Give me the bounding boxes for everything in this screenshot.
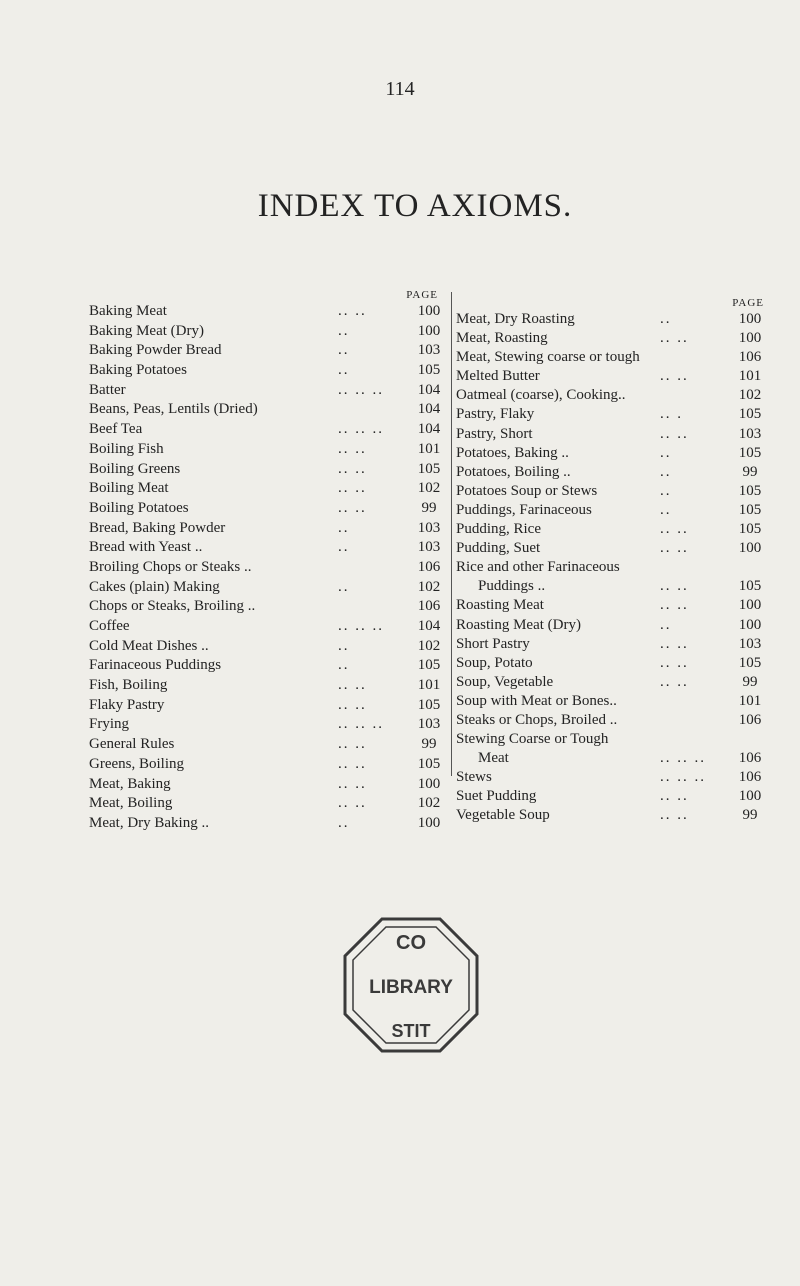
index-entry-label: Potatoes, Boiling .. [456, 463, 571, 480]
index-entry [89, 519, 450, 539]
index-entry-page: 105 [417, 696, 441, 713]
index-entry [89, 814, 450, 834]
index-entry [456, 730, 770, 749]
index-entry-page: 105 [738, 482, 762, 499]
leader-dots: .. .. .. [338, 716, 384, 733]
leader-dots: .. [338, 637, 350, 654]
index-entry [89, 381, 450, 401]
page-column-header: PAGE [406, 289, 438, 301]
leader-dots: .. .. [660, 807, 689, 824]
index-entry-page: 102 [417, 480, 441, 497]
index-entry [456, 787, 770, 806]
index-entry-label: Pastry, Short [456, 425, 533, 442]
index-entry-label: Soup, Potato [456, 654, 533, 671]
index-column-right [456, 288, 770, 826]
index-entry-label: Baking Powder Bread [89, 342, 222, 359]
stamp-library-text: LIBRARY [369, 977, 453, 998]
index-entry-label: Baking Potatoes [89, 362, 187, 379]
index-entry [89, 558, 450, 578]
index-entry-page: 99 [742, 673, 758, 690]
leader-dots: .. .. [338, 755, 367, 772]
index-entry-label: Farinaceous Puddings [89, 657, 222, 674]
index-entry-label: Beef Tea [89, 421, 143, 438]
index-entry [456, 749, 770, 768]
index-entry-page: 99 [742, 807, 758, 824]
leader-dots: .. [660, 444, 672, 461]
leader-dots: .. .. [338, 736, 367, 753]
index-entry [456, 711, 770, 730]
index-entry-label: Batter [89, 381, 126, 398]
leader-dots: .. [338, 657, 350, 674]
index-entry-label: Boiling Potatoes [89, 499, 189, 516]
index-entry [456, 539, 770, 558]
index-entry [89, 794, 450, 814]
index-entry [89, 578, 450, 598]
index-entry-label: Meat, Stewing coarse or tough [456, 349, 640, 366]
page-title: INDEX TO AXIOMS. [257, 188, 573, 224]
index-entry [89, 440, 450, 460]
index-entry [456, 654, 770, 673]
index-entry [456, 367, 770, 386]
index-entry-page: 99 [421, 499, 437, 516]
index-entry [89, 715, 450, 735]
index-entry-page: 106 [738, 750, 762, 767]
leader-dots: .. .. [660, 654, 689, 671]
index-entry [89, 696, 450, 716]
index-entry-label: Meat, Baking [89, 775, 171, 792]
leader-dots: .. [338, 342, 350, 359]
index-entry-label: Short Pastry [456, 635, 530, 652]
leader-dots: .. .. .. [660, 769, 706, 786]
index-entry-page: 103 [738, 635, 762, 652]
index-entry-page: 104 [417, 401, 441, 418]
index-entry-label: Frying [89, 716, 130, 733]
index-entry-page: 103 [417, 342, 441, 359]
index-list-left [89, 302, 450, 834]
index-entry [456, 616, 770, 635]
index-entry-page: 100 [738, 788, 762, 805]
index-entry-label: Melted Butter [456, 368, 540, 385]
index-entry [456, 310, 770, 329]
leader-dots: .. [338, 519, 350, 536]
index-entry-page: 105 [738, 578, 762, 595]
leader-dots: .. .. [338, 303, 367, 319]
leader-dots: .. .. .. [660, 750, 706, 767]
index-entry-label: Greens, Boiling [89, 755, 184, 772]
index-entry-page: 100 [417, 775, 441, 792]
library-stamp [341, 915, 481, 1055]
index-entry-label: Fish, Boiling [89, 677, 168, 694]
index-entry [456, 692, 770, 711]
index-entry [89, 538, 450, 558]
index-entry-page: 106 [417, 558, 441, 575]
leader-dots: .. .. [660, 597, 689, 614]
index-entry-label: Potatoes Soup or Stews [456, 482, 598, 499]
leader-dots: .. .. [338, 440, 367, 457]
index-entry [456, 482, 770, 501]
leader-dots: .. .. .. [338, 421, 384, 438]
index-entry [89, 302, 450, 322]
index-entry-page: 101 [417, 440, 441, 457]
leader-dots: .. .. [660, 635, 689, 652]
index-entry [456, 348, 770, 367]
leader-dots: .. [338, 814, 350, 831]
index-entry-label: Boiling Meat [89, 480, 169, 497]
index-entry-label: Broiling Chops or Steaks .. [89, 558, 252, 575]
leader-dots: .. [660, 463, 672, 480]
index-entry-page: 104 [417, 618, 441, 634]
index-entry-page: 100 [417, 814, 441, 831]
index-entry [89, 341, 450, 361]
index-entry-label: Soup, Vegetable [456, 673, 554, 690]
index-entry-label: Coffee [89, 618, 130, 634]
index-entry-page: 103 [417, 716, 441, 733]
index-entry-page: 105 [738, 501, 762, 518]
index-entry [89, 676, 450, 696]
index-entry-page: 104 [417, 421, 441, 438]
index-entry-page: 100 [417, 322, 441, 339]
leader-dots: .. [660, 501, 672, 518]
index-entry [456, 635, 770, 654]
index-entry [456, 520, 770, 539]
leader-dots: .. .. [338, 460, 367, 477]
index-entry-label: Flaky Pastry [89, 696, 165, 713]
index-entry-page: 99 [742, 463, 758, 480]
leader-dots: .. .. .. [338, 381, 384, 398]
index-entry [456, 329, 770, 348]
index-entry-label: Steaks or Chops, Broiled .. [456, 711, 618, 728]
index-entry-page: 106 [738, 349, 762, 366]
leader-dots: .. . [660, 406, 683, 423]
index-entry-page: 105 [417, 657, 441, 674]
index-entry-page: 106 [738, 769, 762, 786]
index-entry [89, 361, 450, 381]
index-column-left [89, 288, 450, 834]
index-entry-page: 102 [738, 387, 762, 404]
column-divider [451, 292, 452, 776]
index-entry-label: Meat, Boiling [89, 795, 173, 812]
index-entry [89, 637, 450, 657]
index-entry-page: 105 [417, 460, 441, 477]
index-entry-label: Bread, Baking Powder [89, 519, 226, 536]
index-entry-page: 101 [417, 677, 441, 694]
leader-dots: .. .. [660, 788, 689, 805]
index-entry [456, 558, 770, 577]
index-entry-page: 102 [417, 795, 441, 812]
index-entry [456, 577, 770, 596]
leader-dots: .. [338, 362, 350, 379]
index-entry-label: Pudding, Rice [456, 521, 541, 538]
index-entry-page: 102 [417, 637, 441, 654]
index-entry [89, 420, 450, 440]
index-entry-page: 100 [417, 303, 441, 319]
index-entry-page: 103 [417, 539, 441, 556]
index-entry-page: 105 [417, 362, 441, 379]
index-entry-page: 103 [417, 519, 441, 536]
index-entry-label: Baking Meat (Dry) [89, 322, 204, 339]
index-entry-label: Roasting Meat [456, 597, 544, 614]
index-entry-label: Suet Pudding [456, 788, 537, 805]
index-entry-label: Beans, Peas, Lentils (Dried) [89, 401, 258, 418]
index-entry-page: 102 [417, 578, 441, 595]
index-entry-label: Meat, Dry Baking .. [89, 814, 209, 831]
index-entry-label: Cakes (plain) Making [89, 578, 220, 595]
index-entry [89, 735, 450, 755]
index-entry-label: Pastry, Flaky [456, 406, 535, 423]
leader-dots: .. [338, 578, 350, 595]
index-entry [89, 597, 450, 617]
leader-dots: .. .. [660, 673, 689, 690]
index-entry-label: Stewing Coarse or Tough [456, 731, 609, 748]
leader-dots: .. .. [660, 368, 689, 385]
index-entry [89, 479, 450, 499]
index-entry-page: 100 [738, 311, 762, 327]
leader-dots: .. [660, 616, 672, 633]
leader-dots: .. .. .. [338, 618, 384, 634]
leader-dots: .. .. [660, 540, 689, 557]
index-entry [456, 425, 770, 444]
index-entry-label: Chops or Steaks, Broiling .. [89, 598, 256, 615]
index-entry-label: Potatoes, Baking .. [456, 444, 569, 461]
index-entry-label: Soup with Meat or Bones.. [456, 692, 617, 709]
index-entry [89, 460, 450, 480]
index-entry [456, 444, 770, 463]
index-entry-page: 105 [738, 444, 762, 461]
leader-dots: .. [338, 539, 350, 556]
index-entry [89, 775, 450, 795]
index-entry-page: 105 [738, 406, 762, 423]
leader-dots: .. .. [660, 578, 689, 595]
index-entry-page: 100 [738, 616, 762, 633]
leader-dots: .. .. [338, 696, 367, 713]
index-entry [456, 596, 770, 615]
index-entry-label: General Rules [89, 736, 175, 753]
leader-dots: .. .. [660, 330, 689, 347]
index-entry-page: 101 [738, 692, 762, 709]
leader-dots: .. .. [338, 795, 367, 812]
index-entry-label: Cold Meat Dishes .. [89, 637, 209, 654]
index-entry-page: 99 [421, 736, 437, 753]
index-entry-label: Meat, Dry Roasting [456, 311, 575, 327]
index-entry-label: Meat, Roasting [456, 330, 548, 347]
index-entry-label: Meat [478, 750, 509, 767]
index-entry-page: 100 [738, 540, 762, 557]
index-entry-page: 105 [417, 755, 441, 772]
leader-dots: .. [338, 322, 350, 339]
index-entry [456, 501, 770, 520]
stamp-top-text: CO [396, 932, 426, 954]
leader-dots: .. .. [338, 480, 367, 497]
index-entry-page: 105 [738, 521, 762, 538]
index-entry [456, 673, 770, 692]
index-entry-label: Boiling Fish [89, 440, 164, 457]
leader-dots: .. .. [338, 775, 367, 792]
index-entry [89, 755, 450, 775]
index-entry-label: Boiling Greens [89, 460, 181, 477]
leader-dots: .. [660, 311, 672, 327]
index-entry-page: 100 [738, 330, 762, 347]
index-entry-page: 100 [738, 597, 762, 614]
index-entry [89, 400, 450, 420]
index-entry-label: Bread with Yeast .. [89, 539, 203, 556]
stamp-bottom-text: STIT [391, 1021, 431, 1041]
index-entry-label: Puddings, Farinaceous [456, 501, 592, 518]
index-entry [456, 768, 770, 787]
index-entry [89, 617, 450, 637]
index-entry-label: Baking Meat [89, 303, 167, 319]
index-entry-label: Stews [456, 769, 492, 786]
index-entry-label: Vegetable Soup [456, 807, 550, 824]
index-entry [456, 806, 770, 825]
index-entry [89, 499, 450, 519]
index-entry-label: Roasting Meat (Dry) [456, 616, 581, 633]
leader-dots: .. .. [338, 499, 367, 516]
leader-dots: .. .. [338, 677, 367, 694]
index-entry [89, 322, 450, 342]
leader-dots: .. [660, 482, 672, 499]
page-column-header: PAGE [732, 297, 764, 309]
page-number: 114 [385, 78, 415, 100]
index-entry-label: Oatmeal (coarse), Cooking.. [456, 387, 626, 404]
index-entry [456, 463, 770, 482]
index-entry-page: 105 [738, 654, 762, 671]
leader-dots: .. .. [660, 521, 689, 538]
index-list-right [456, 310, 770, 826]
index-entry [456, 405, 770, 424]
leader-dots: .. .. [660, 425, 689, 442]
index-entry-page: 104 [417, 381, 441, 398]
index-entry-page: 103 [738, 425, 762, 442]
index-entry-label: Puddings .. [478, 578, 546, 595]
index-entry-label: Rice and other Farinaceous [456, 559, 620, 576]
index-entry [89, 656, 450, 676]
index-entry-page: 106 [738, 711, 762, 728]
index-entry-page: 101 [738, 368, 762, 385]
index-entry-label: Pudding, Suet [456, 540, 541, 557]
index-entry [456, 386, 770, 405]
index-entry-page: 106 [417, 598, 441, 615]
